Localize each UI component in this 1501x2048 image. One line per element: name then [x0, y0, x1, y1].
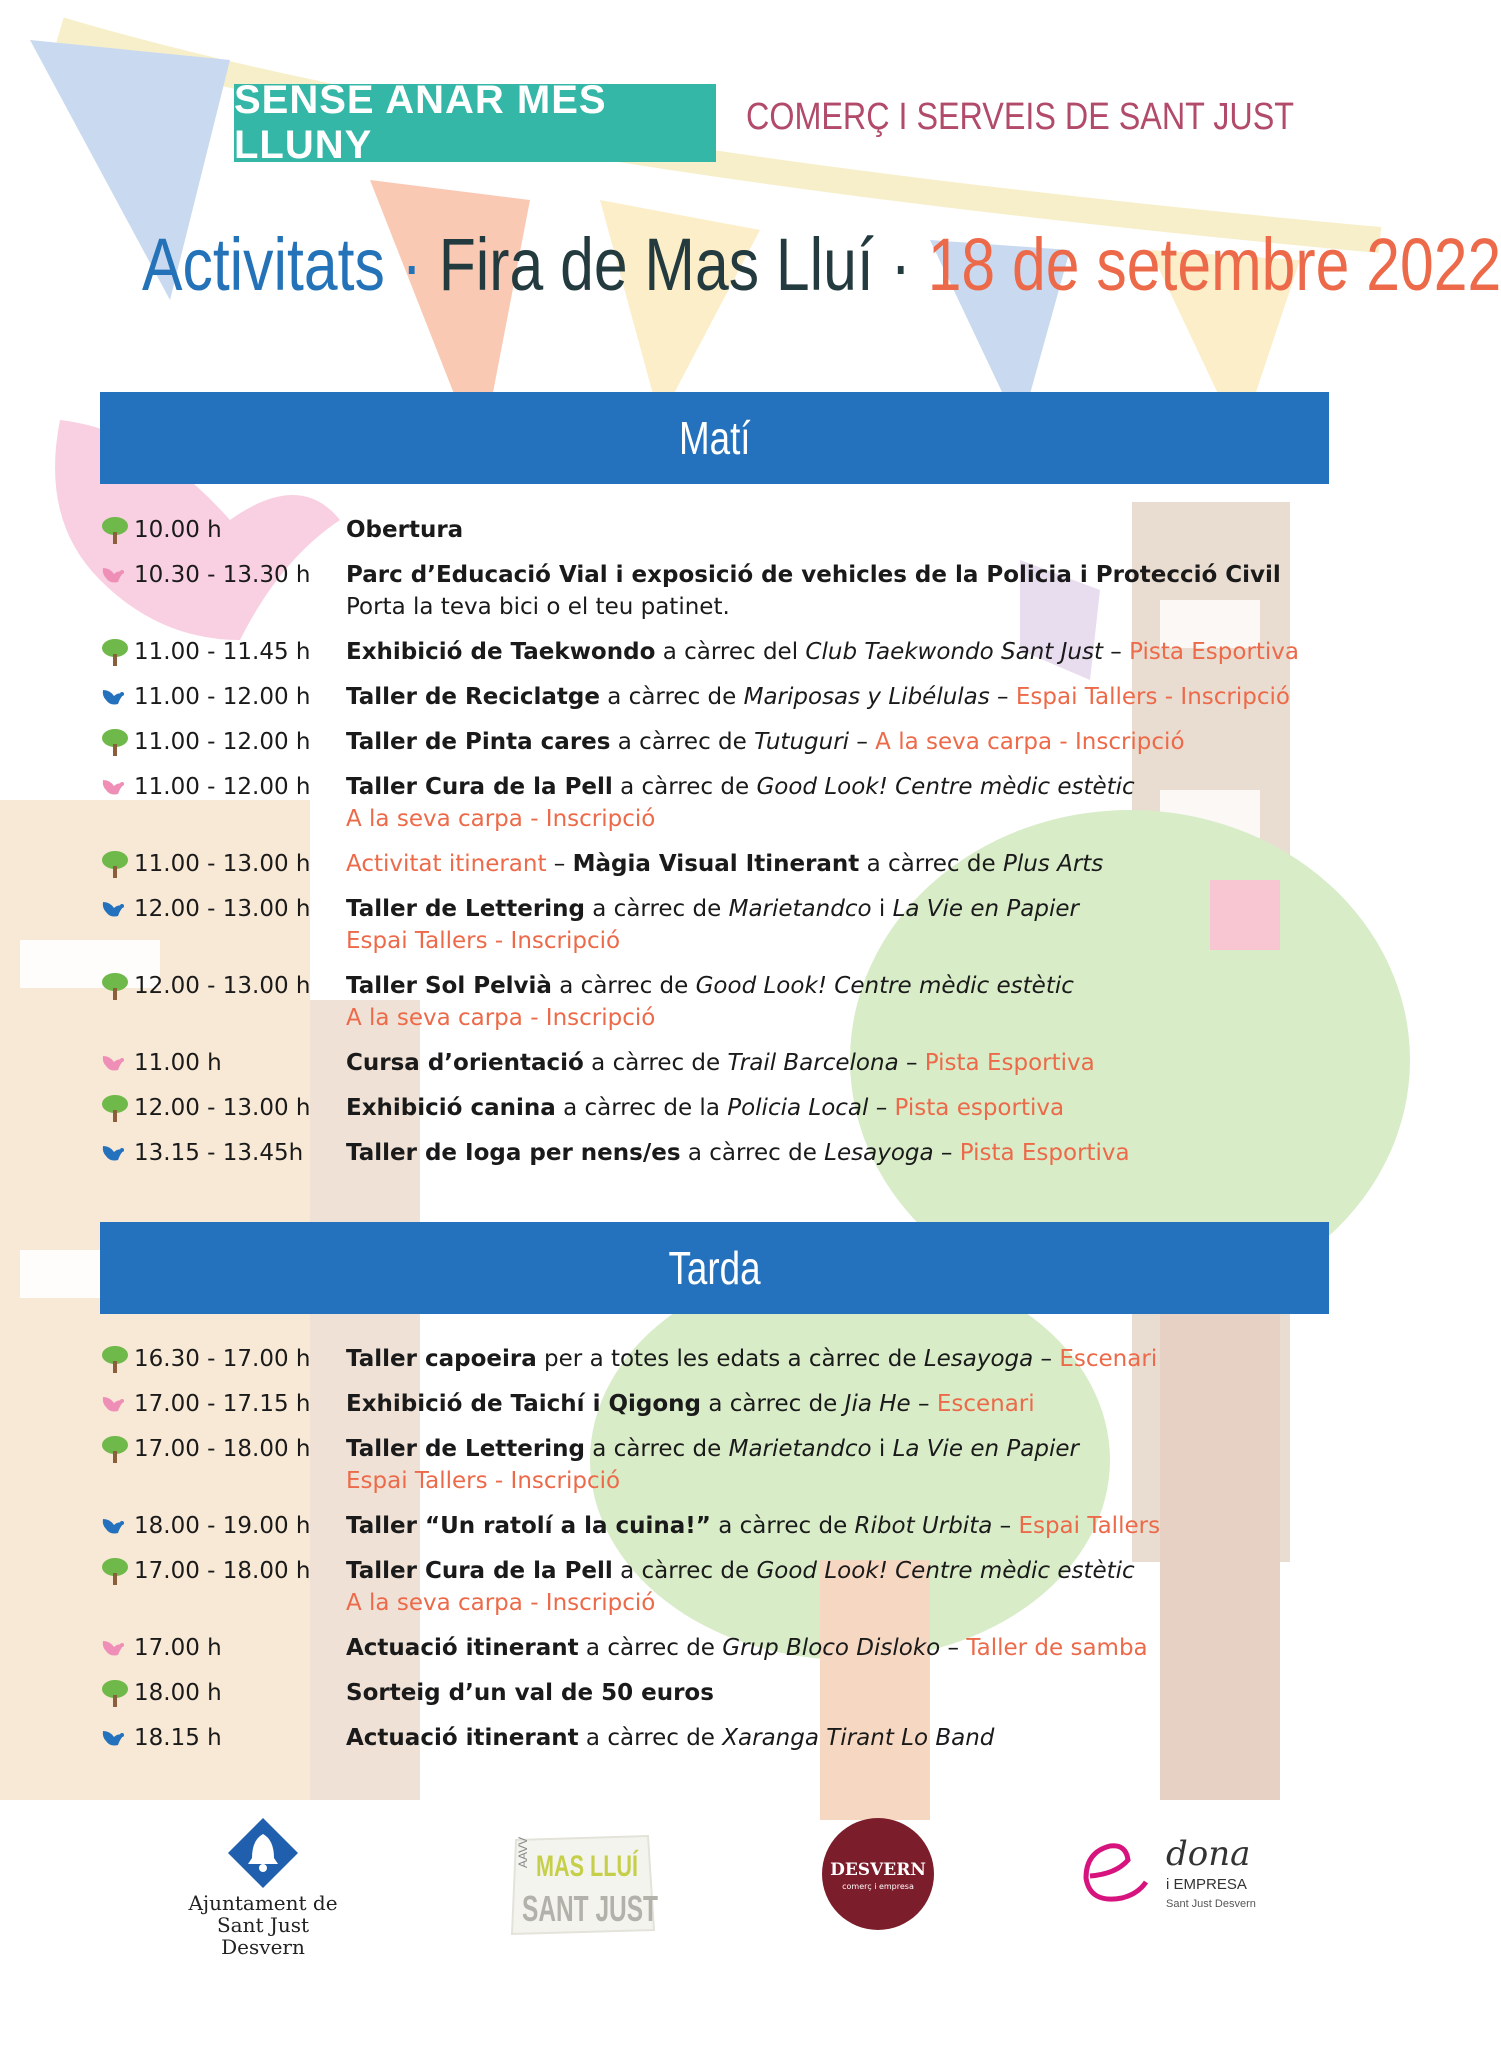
desvern-logo [822, 1818, 934, 1930]
schedule-row [100, 726, 1350, 758]
section-header-mati [100, 392, 1329, 484]
description-text: a càrrec de [610, 729, 755, 755]
tree-icon [100, 848, 134, 880]
section-header-tarda [100, 1222, 1329, 1314]
schedule-description [346, 1343, 1350, 1375]
organizer-name: Tutuguri [754, 729, 850, 755]
description-text: – [933, 1140, 960, 1166]
schedule-description [346, 1047, 1350, 1079]
schedule-time: 11.00 h [134, 1050, 222, 1076]
description-text: per a totes les edats a càrrec de [536, 1346, 924, 1372]
pink-bird-icon [100, 1632, 134, 1664]
activity-title: Taller de Lettering [346, 1436, 585, 1462]
activity-title: Exhibició de Taichí i Qigong [346, 1391, 702, 1417]
location-text: A la seva carpa - Inscripció [875, 729, 1185, 755]
desvern-sub: comerç i empresa [842, 1882, 914, 1891]
schedule-time: 16.30 - 17.00 h [134, 1346, 311, 1372]
description-text: a càrrec de [551, 973, 696, 999]
location-text: Pista esportiva [894, 1095, 1065, 1121]
dona-line3: Sant Just Desvern [1166, 1898, 1256, 1910]
schedule-row [100, 1510, 1350, 1542]
blue-bird-icon [100, 1137, 134, 1169]
description-text: i [871, 896, 893, 922]
location-text: A la seva carpa - Inscripció [346, 1590, 656, 1616]
schedule-row [100, 1092, 1350, 1124]
mas-llui-line2: SANT JUST [522, 1888, 659, 1929]
description-text: i [871, 1436, 893, 1462]
description-text: a càrrec de [583, 1050, 728, 1076]
description-text: a càrrec de [680, 1140, 825, 1166]
schedule-time: 17.00 - 17.15 h [134, 1391, 311, 1417]
schedule-row [100, 1632, 1350, 1664]
activity-title: Actuació itinerant [346, 1725, 579, 1751]
organizer-name: Xaranga Tirant Lo Band [722, 1725, 995, 1751]
organizer-name: Grup Bloco Disloko [722, 1635, 941, 1661]
tree-icon [100, 1677, 134, 1709]
organizer-name: Lesayoga [824, 1140, 934, 1166]
organizer-name: Mariposas y Libélulas [743, 684, 990, 710]
schedule-time: 13.15 - 13.45h [134, 1140, 304, 1166]
schedule-row [100, 771, 1350, 835]
pink-bird-icon [100, 559, 134, 591]
organizer-name: Good Look! Centre mèdic estètic [756, 774, 1135, 800]
schedule-list-mati [100, 514, 1350, 1182]
schedule-row [100, 559, 1350, 623]
location-text: Taller de samba [966, 1635, 1148, 1661]
location-text: Pista Esportiva [1129, 639, 1300, 665]
activity-title: Sorteig d’un val de 50 euros [346, 1680, 714, 1706]
description-text: a càrrec de [710, 1513, 855, 1539]
title-part1: Activitats [142, 223, 385, 306]
schedule-time: 10.00 h [134, 517, 222, 543]
activity-title: Taller de Lettering [346, 896, 585, 922]
tree-icon [100, 636, 134, 668]
tree-icon [100, 514, 134, 546]
dona-e-icon [1076, 1830, 1156, 1910]
location-text: A la seva carpa - Inscripció [346, 806, 656, 832]
schedule-row [100, 514, 1350, 546]
dona-empresa-logo [1076, 1830, 1266, 1940]
schedule-description [346, 636, 1350, 668]
schedule-row [100, 1343, 1350, 1375]
tree-icon [100, 726, 134, 758]
schedule-time: 18.00 - 19.00 h [134, 1513, 311, 1539]
pink-bird-icon [100, 771, 134, 803]
mas-llui-line1: MAS LLUÍ [536, 1850, 638, 1883]
schedule-time: 11.00 - 11.45 h [134, 639, 311, 665]
schedule-time: 18.00 h [134, 1680, 222, 1706]
description-text: – [989, 684, 1016, 710]
activity-title: Exhibició de Taekwondo [346, 639, 656, 665]
schedule-time: 17.00 - 18.00 h [134, 1436, 311, 1462]
schedule-time: 10.30 - 13.30 h [134, 562, 311, 588]
location-text: Escenari [936, 1391, 1035, 1417]
activity-title: Exhibició canina [346, 1095, 556, 1121]
schedule-row [100, 636, 1350, 668]
description-text: Porta la teva bici o el teu patinet. [346, 594, 730, 620]
activity-title: Taller capoeira [346, 1346, 537, 1372]
location-text: Espai Tallers [1018, 1513, 1161, 1539]
location-text: Espai Tallers - Inscripció [1015, 684, 1290, 710]
section-label-mati: Matí [678, 412, 751, 464]
activity-title: Taller “Un ratolí a la cuina!” [346, 1513, 711, 1539]
location-text: Activitat itinerant [346, 851, 547, 877]
description-text: a càrrec de [578, 1725, 723, 1751]
schedule-row [100, 848, 1350, 880]
description-text: – [940, 1635, 967, 1661]
schedule-time: 17.00 - 18.00 h [134, 1558, 311, 1584]
description-text: a càrrec de [599, 684, 744, 710]
dona-line1: dona [1166, 1834, 1251, 1874]
organizer-name: Marietandco [728, 1436, 872, 1462]
location-text: Escenari [1059, 1346, 1158, 1372]
schedule-row [100, 1137, 1350, 1169]
title-part2: Fira de Mas Lluí [438, 223, 874, 306]
schedule-row [100, 1047, 1350, 1079]
description-text: – [1033, 1346, 1060, 1372]
schedule-description [346, 681, 1350, 713]
schedule-description [346, 1722, 1350, 1754]
schedule-time: 11.00 - 12.00 h [134, 684, 311, 710]
schedule-row [100, 1677, 1350, 1709]
schedule-description [346, 1433, 1350, 1497]
schedule-row [100, 1722, 1350, 1754]
title-part3: 18 de setembre 2022 [927, 223, 1501, 306]
location-text: Espai Tallers - Inscripció [346, 928, 621, 954]
blue-bird-icon [100, 1510, 134, 1542]
schedule-time: 11.00 - 13.00 h [134, 851, 311, 877]
description-text: – [992, 1513, 1019, 1539]
pink-bird-icon [100, 1388, 134, 1420]
organizer-name: La Vie en Papier [892, 896, 1079, 922]
schedule-row [100, 970, 1350, 1034]
schedule-description [346, 1137, 1350, 1169]
schedule-row [100, 1433, 1350, 1497]
section-label-tarda: Tarda [668, 1242, 761, 1294]
organizer-name: Marietandco [728, 896, 872, 922]
description-text: a càrrec de [612, 774, 757, 800]
description-text: – [849, 729, 876, 755]
organizer-name: La Vie en Papier [892, 1436, 1079, 1462]
blue-bird-icon [100, 893, 134, 925]
tree-icon [100, 1343, 134, 1375]
schedule-time: 12.00 - 13.00 h [134, 896, 311, 922]
schedule-row [100, 1388, 1350, 1420]
organizer-name: Jia He [844, 1391, 911, 1417]
tree-icon [100, 1092, 134, 1124]
description-text: – [546, 851, 573, 877]
schedule-time: 18.15 h [134, 1725, 222, 1751]
description-text: a càrrec de [701, 1391, 845, 1417]
desvern-name: DESVERN [830, 1860, 926, 1880]
schedule-time: 11.00 - 12.00 h [134, 729, 311, 755]
organizer-name: Plus Arts [1002, 851, 1104, 877]
pink-bird-icon [100, 1047, 134, 1079]
mas-llui-prefix: AAVV [516, 1836, 530, 1868]
activity-title: Taller de Reciclatge [346, 684, 600, 710]
schedule-description [346, 893, 1350, 957]
mas-llui-logo [508, 1830, 659, 1940]
description-text: a càrrec de [612, 1558, 757, 1584]
description-text: a càrrec de [859, 851, 1003, 877]
organizer-name: Trail Barcelona [727, 1050, 899, 1076]
activity-title: Parc d’Educació Vial i exposició de vehicles de la Policia i Protecció Civil [346, 562, 1281, 588]
header-badge: SENSE ANAR MÉS LLUNY [234, 84, 716, 162]
schedule-description [346, 848, 1350, 880]
ajuntament-line1: Ajuntament de [188, 1891, 338, 1915]
location-text: A la seva carpa - Inscripció [346, 1005, 656, 1031]
tree-icon [100, 1555, 134, 1587]
description-text: a càrrec de [584, 896, 729, 922]
location-text: Espai Tallers - Inscripció [346, 1468, 621, 1494]
activity-title: Actuació itinerant [346, 1635, 579, 1661]
blue-bird-icon [100, 1722, 134, 1754]
schedule-row [100, 1555, 1350, 1619]
tree-icon [100, 970, 134, 1002]
organizer-name: Ribot Urbita [854, 1513, 993, 1539]
schedule-description [346, 559, 1350, 623]
organizer-name: Good Look! Centre mèdic estètic [756, 1558, 1135, 1584]
organizer-name: Policia Local [727, 1095, 869, 1121]
schedule-description [346, 1388, 1350, 1420]
activity-title: Taller Cura de la Pell [346, 1558, 613, 1584]
schedule-description [346, 1092, 1350, 1124]
schedule-time: 11.00 - 12.00 h [134, 774, 311, 800]
organizer-name: Lesayoga [923, 1346, 1034, 1372]
activity-title: Obertura [346, 517, 464, 543]
description-text: – [898, 1050, 925, 1076]
schedule-list-tarda [100, 1343, 1350, 1767]
title-sep-1: · [384, 223, 439, 306]
description-text: – [868, 1095, 895, 1121]
sponsor-logos [0, 1816, 1434, 1966]
page-title [142, 222, 1501, 307]
ajuntament-line2: Sant Just Desvern [216, 1913, 310, 1959]
location-text: Pista Esportiva [924, 1050, 1095, 1076]
location-text: Pista Esportiva [959, 1140, 1130, 1166]
schedule-row [100, 681, 1350, 713]
schedule-description [346, 771, 1350, 835]
description-text: a càrrec de [578, 1635, 723, 1661]
ajuntament-bell-icon [228, 1818, 298, 1888]
schedule-description [346, 1632, 1350, 1664]
activity-title: Cursa d’orientació [346, 1050, 584, 1076]
title-sep-2: · [873, 223, 928, 306]
schedule-time: 12.00 - 13.00 h [134, 1095, 311, 1121]
schedule-description [346, 970, 1350, 1034]
organizer-name: Club Taekwondo Sant Just [805, 639, 1103, 665]
activity-title: Taller Cura de la Pell [346, 774, 613, 800]
tree-icon [100, 1433, 134, 1465]
ajuntament-name [172, 1892, 354, 1958]
blue-bird-icon [100, 681, 134, 713]
schedule-description [346, 1510, 1350, 1542]
organizer-name: Good Look! Centre mèdic estètic [695, 973, 1074, 999]
schedule-description [346, 1677, 1350, 1709]
schedule-time: 17.00 h [134, 1635, 222, 1661]
activity-title: Màgia Visual Itinerant [572, 851, 860, 877]
description-text: a càrrec del [655, 639, 806, 665]
header-subtitle: COMERÇ I SERVEIS DE SANT JUST [746, 96, 1295, 138]
schedule-row [100, 893, 1350, 957]
schedule-description [346, 514, 1350, 546]
description-text: a càrrec de [584, 1436, 729, 1462]
activity-title: Taller de Ioga per nens/es [346, 1140, 681, 1166]
description-text: – [1102, 639, 1130, 665]
description-text: – [910, 1391, 937, 1417]
description-text: a càrrec de la [555, 1095, 728, 1121]
dona-line2: i EMPRESA [1166, 1876, 1247, 1893]
schedule-description [346, 726, 1350, 758]
activity-title: Taller Sol Pelvià [346, 973, 552, 999]
activity-title: Taller de Pinta cares [346, 729, 611, 755]
schedule-time: 12.00 - 13.00 h [134, 973, 311, 999]
schedule-description [346, 1555, 1350, 1619]
